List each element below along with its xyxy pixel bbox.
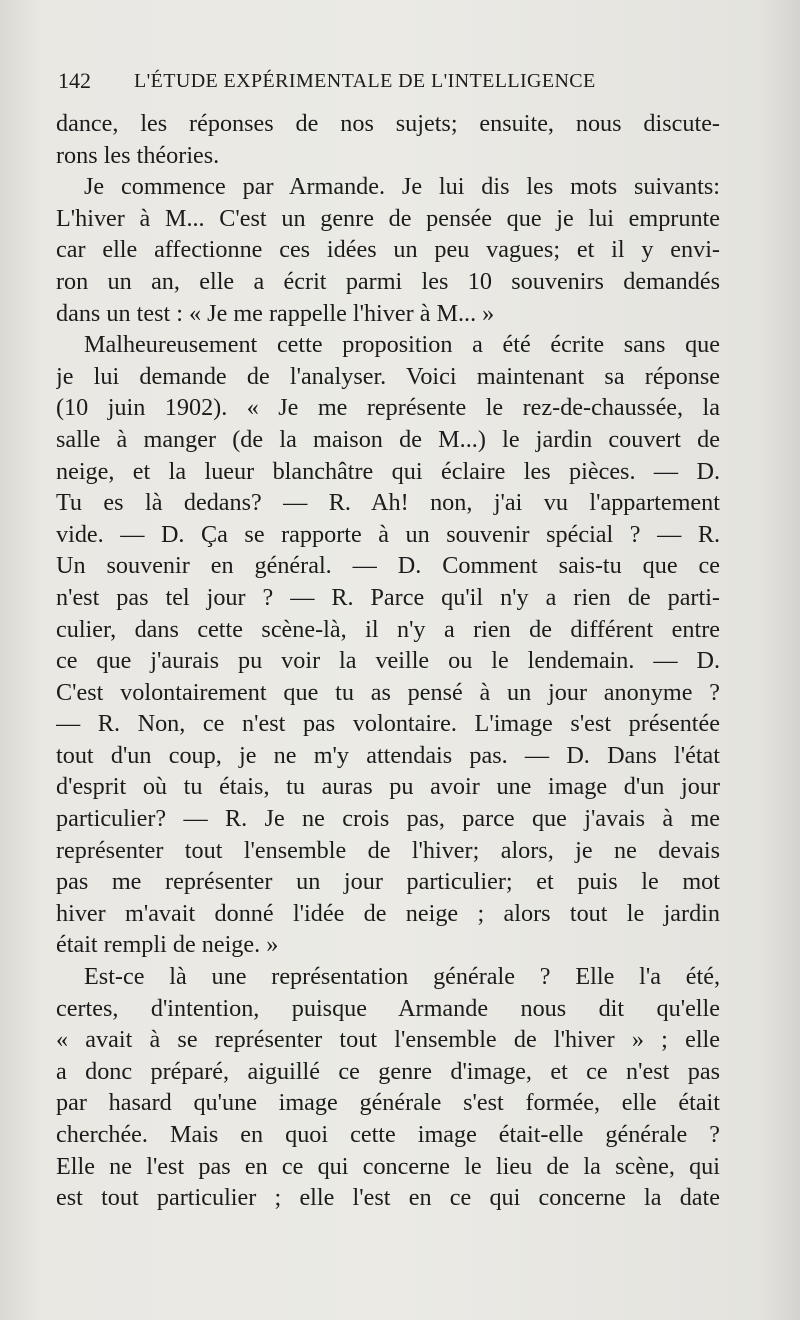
text-line: « avait à se représenter tout l'ensemble de l'hiver » ; elle xyxy=(56,1026,720,1054)
page-number: 142 xyxy=(58,68,91,93)
text-line: par hasard qu'une image générale s'est formée, elle était xyxy=(56,1089,720,1117)
text-line: ron un an, elle a écrit parmi les 10 souvenirs demandés xyxy=(56,267,720,295)
text-line: Je commence par Armande. Je lui dis les mots suivants: xyxy=(84,173,720,201)
text-line: salle à manger (de la maison de M...) le jardin couvert de xyxy=(56,425,720,453)
text-line: rons les théories. xyxy=(56,141,220,169)
text-line: d'esprit où tu étais, tu auras pu avoir une image d'un jour xyxy=(56,773,720,801)
text-line: neige, et la lueur blanchâtre qui éclaire les pièces. — D. xyxy=(56,457,720,485)
text-line: particulier? — R. Je ne crois pas, parce que j'avais à me xyxy=(56,805,720,833)
text-line: culier, dans cette scène-là, il n'y a rien de différent entre xyxy=(56,615,720,643)
page-header xyxy=(58,68,718,100)
text-line: vide. — D. Ça se rapporte à un souvenir spécial ? — R. xyxy=(56,520,720,548)
text-line: dans un test : « Je me rappelle l'hiver à M... » xyxy=(56,299,495,327)
text-line: dance, les réponses de nos sujets; ensuite, nous discute- xyxy=(56,110,720,137)
text-line: je lui demande de l'analyser. Voici maintenant sa réponse xyxy=(56,362,720,390)
text-line: (10 juin 1902). « Je me représente le rez-de-chaussée, la xyxy=(56,394,720,422)
text-line: Tu es là dedans? — R. Ah! non, j'ai vu l'appartement xyxy=(56,489,720,517)
text-line: pas me représenter un jour particulier; et puis le mot xyxy=(56,868,720,896)
text-line: tout d'un coup, je ne m'y attendais pas. — D. Dans l'état xyxy=(56,741,720,769)
text-line: Elle ne l'est pas en ce qui concerne le lieu de la scène, qui xyxy=(56,1152,720,1180)
body-text xyxy=(56,108,720,1214)
text-line: était rempli de neige. » xyxy=(56,931,279,959)
text-line: n'est pas tel jour ? — R. Parce qu'il n'y a rien de parti- xyxy=(56,583,720,611)
text-line: — R. Non, ce n'est pas volontaire. L'image s'est présentée xyxy=(56,710,720,738)
text-line: représenter tout l'ensemble de l'hiver; alors, je ne devais xyxy=(56,836,720,864)
text-line: certes, d'intention, puisque Armande nous dit qu'elle xyxy=(56,994,720,1022)
text-line: a donc préparé, aiguillé ce genre d'image, et ce n'est pas xyxy=(56,1057,720,1085)
text-line: cherchée. Mais en quoi cette image était-elle générale ? xyxy=(56,1121,720,1148)
text-line: C'est volontairement que tu as pensé à un jour anonyme ? xyxy=(56,678,720,706)
text-line: est tout particulier ; elle l'est en ce qui concerne la date xyxy=(56,1184,720,1212)
text-line: Un souvenir en général. — D. Comment sais-tu que ce xyxy=(56,552,720,580)
text-line: ce que j'aurais pu voir la veille ou le lendemain. — D. xyxy=(56,647,720,675)
text-line: hiver m'avait donné l'idée de neige ; alors tout le jardin xyxy=(56,899,720,927)
text-line: Malheureusement cette proposition a été écrite sans que xyxy=(84,331,720,359)
text-line: L'hiver à M... C'est un genre de pensée que je lui emprunte xyxy=(56,204,720,232)
text-line: car elle affectionne ces idées un peu vagues; et il y envi- xyxy=(56,236,720,264)
running-title: L'ÉTUDE EXPÉRIMENTALE DE L'INTELLIGENCE xyxy=(134,70,596,92)
text-line: Est-ce là une représentation générale ? Elle l'a été, xyxy=(84,963,720,991)
